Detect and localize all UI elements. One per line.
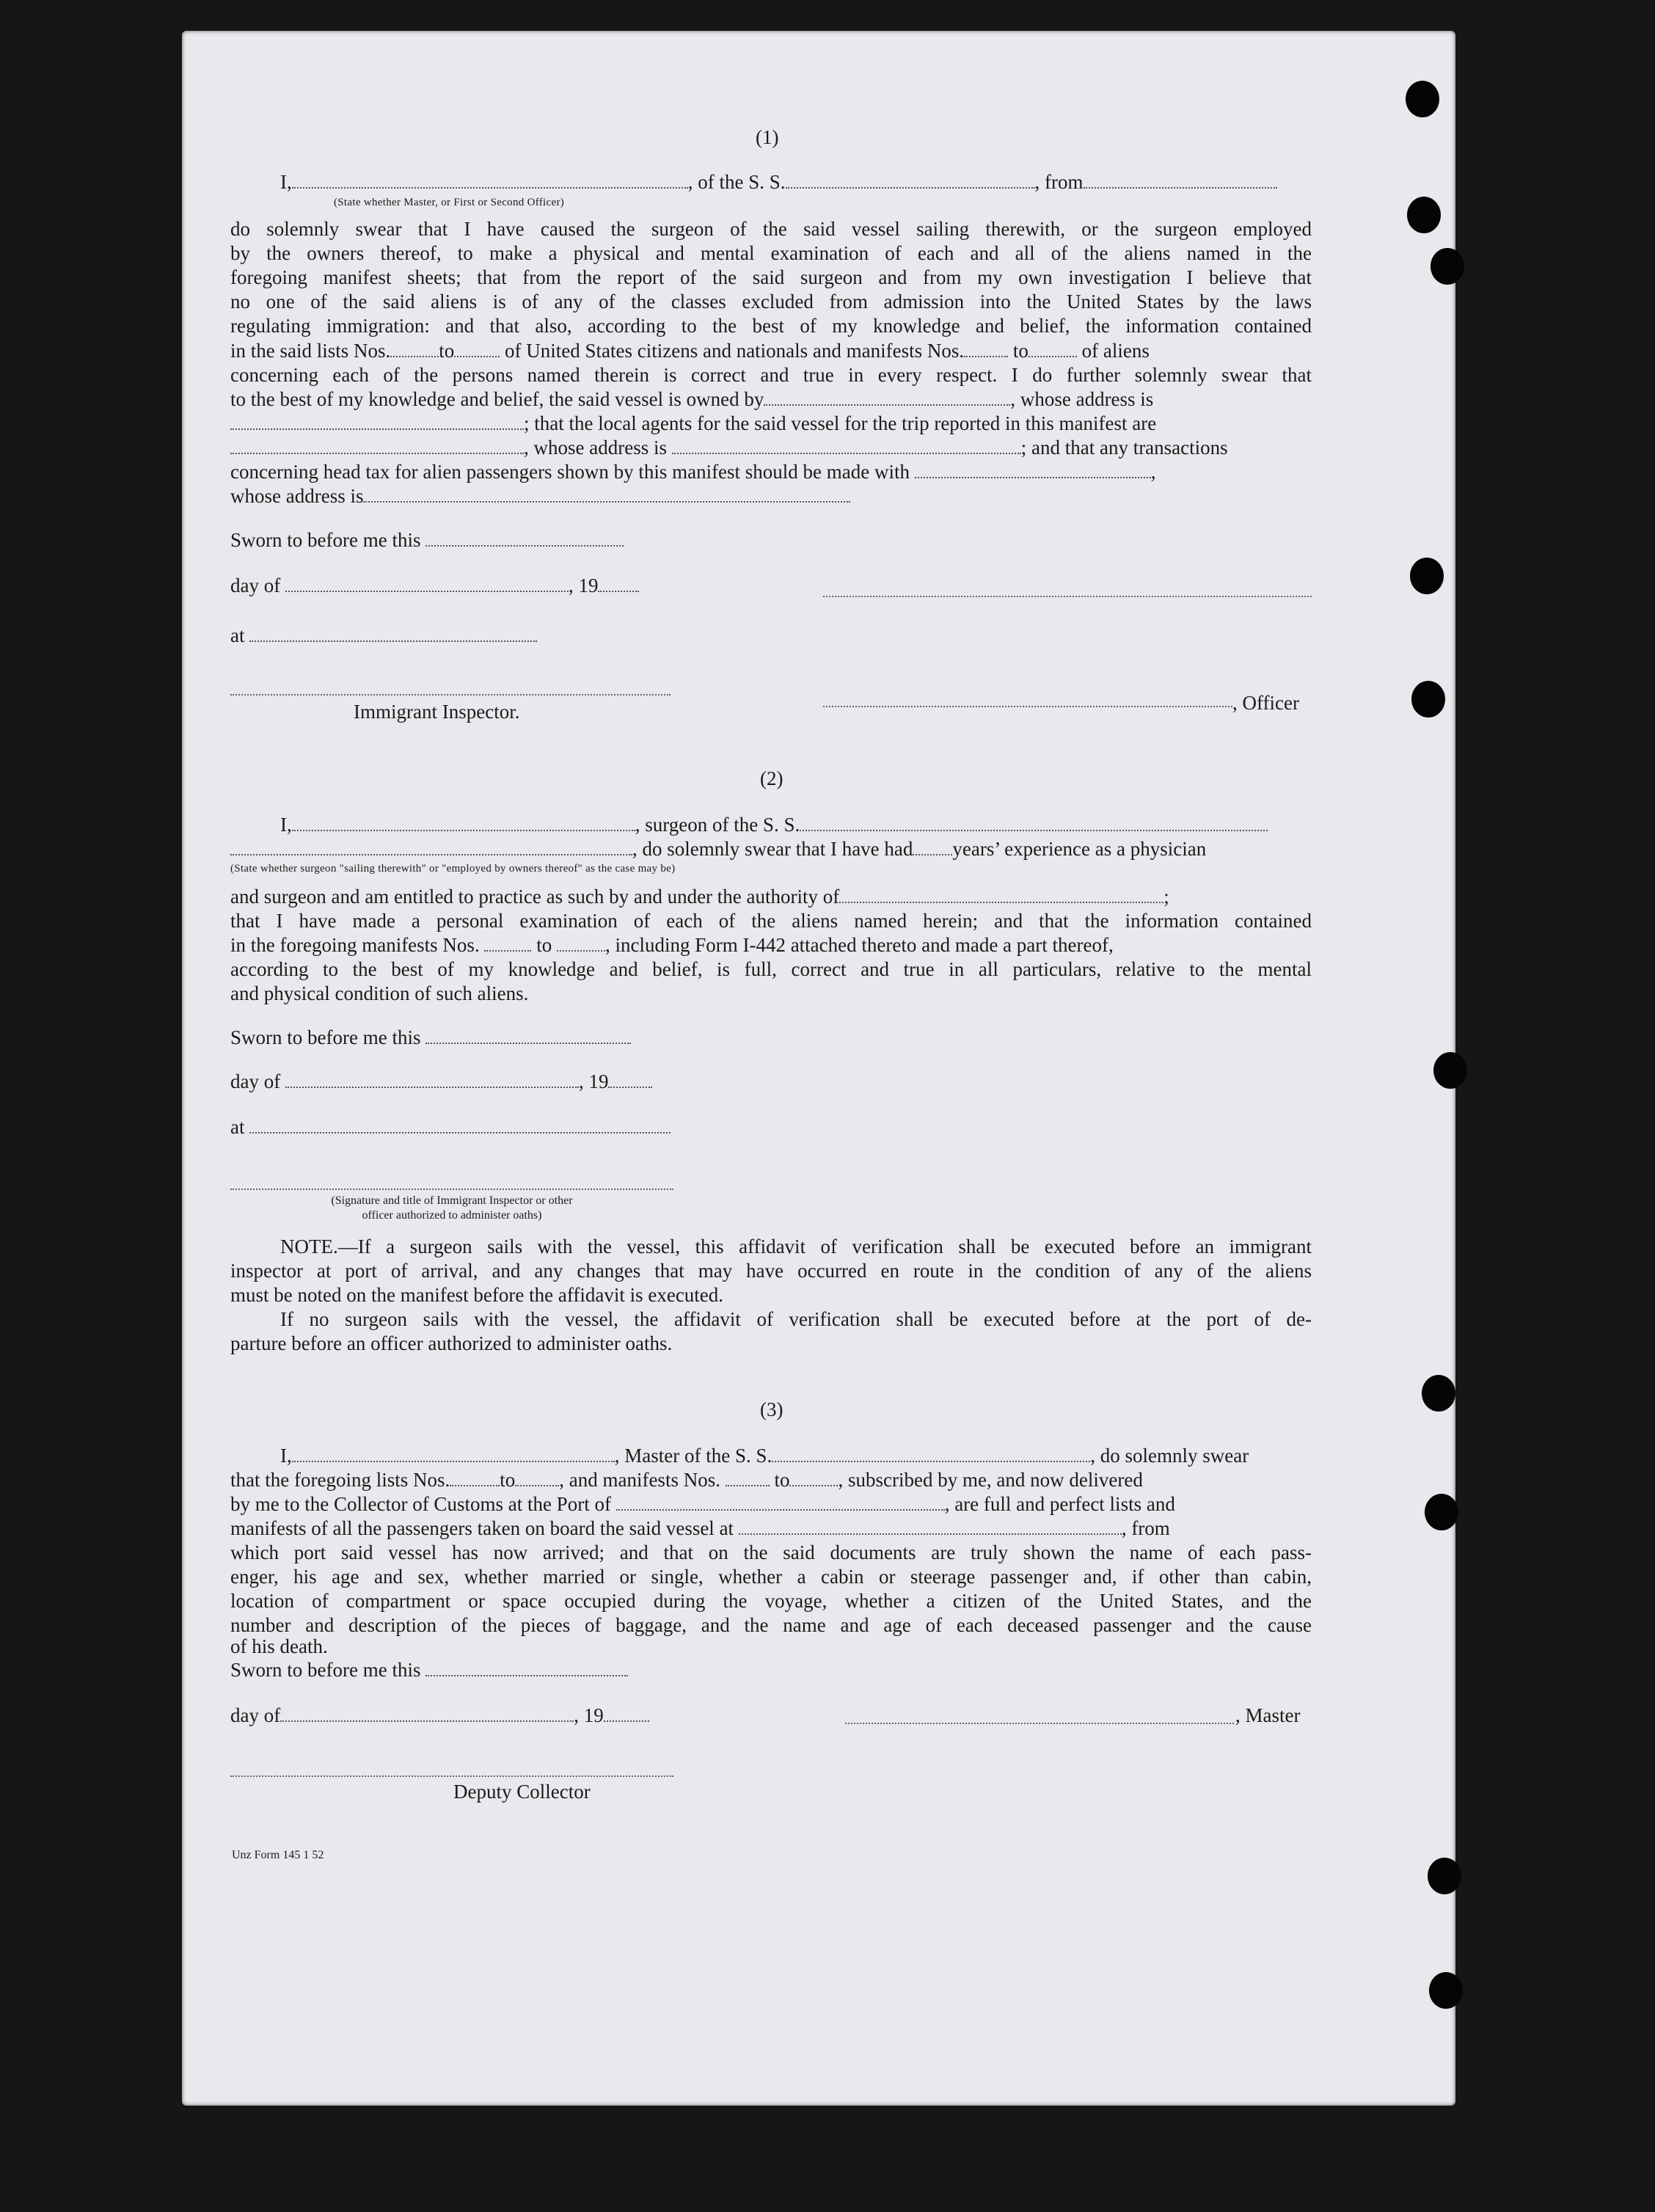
years-experience-field[interactable] (913, 838, 952, 855)
s3-manifests-from-field[interactable] (726, 1469, 770, 1486)
officer-signature-line[interactable] (823, 706, 1232, 707)
title-field[interactable] (292, 171, 688, 189)
s2-line-2: , do solemnly swear that I have had years’ experience as a physician (230, 837, 1206, 861)
master-name-field[interactable] (292, 1445, 615, 1462)
s3-paragraph-line: location of compartment or space occupied during the voyage, whether a citizen of the United States, and the (230, 1590, 1312, 1612)
s2-line-5: in the foregoing manifests Nos. to , including Form I-442 attached thereto and made a part thereof, (230, 934, 1114, 956)
s2-sworn-line: Sworn to before me this (230, 1026, 631, 1050)
punch-hole (1431, 248, 1464, 285)
s3-lists-from-field[interactable] (450, 1469, 500, 1486)
section-3-number: (3) (760, 1398, 783, 1420)
deputy-signature-line[interactable] (230, 1775, 673, 1777)
note-line: NOTE.—If a surgeon sails with the vessel, this affidavit of verification shall be executed before an immigrant (280, 1235, 1312, 1258)
boarding-port-field[interactable] (739, 1517, 1122, 1535)
s2-signature-caption-1: (Signature and title of Immigrant Inspector or other (331, 1194, 573, 1207)
section-1-number: (1) (756, 126, 779, 148)
s1-day-line: day of , 19 (230, 574, 639, 598)
surgeon-name-field[interactable] (292, 814, 635, 831)
owner-field[interactable] (764, 388, 1010, 406)
s3-last-line: of his death. (230, 1635, 328, 1657)
s3-lists-to-field[interactable] (515, 1469, 559, 1486)
s3-manifests-to-field[interactable] (789, 1469, 838, 1486)
surgeon-type-field[interactable] (230, 838, 632, 855)
sworn-day-field[interactable] (425, 529, 624, 547)
sworn-month-field[interactable] (285, 574, 569, 592)
s1-line-10: ; that the local agents for the said vessel for the trip reported in this manifest are (230, 412, 1156, 436)
s1-sworn-line: Sworn to before me this (230, 528, 624, 552)
s2-day-line: day of , 19 (230, 1070, 652, 1094)
s1-paragraph-line: no one of the said aliens is of any of the classes excluded from admission into the United States by the laws (230, 291, 1312, 313)
s3-line-2: that the foregoing lists Nos. to , and manifests Nos. to , subscribed by me, and now delivered (230, 1469, 1143, 1491)
s2-at-line: at (230, 1115, 671, 1139)
lists-from-field[interactable] (390, 340, 439, 357)
s3-sworn-day-field[interactable] (425, 1659, 628, 1676)
punch-hole (1425, 1494, 1458, 1530)
s2-line-1: I, , surgeon of the S. S. (280, 813, 1268, 837)
lists-to-field[interactable] (454, 340, 500, 357)
s2-signature-caption-2: officer authorized to administer oaths) (362, 1209, 542, 1222)
s1-at-line: at (230, 624, 537, 648)
punch-hole (1429, 1972, 1463, 2009)
s3-line-4: manifests of all the passengers taken on board the said vessel at , from (230, 1517, 1170, 1539)
s1-line-11: , whose address is ; and that any transactions (230, 436, 1228, 460)
master-signature-line[interactable] (845, 1723, 1234, 1724)
port-field[interactable] (616, 1493, 945, 1511)
note-line: must be noted on the manifest before the affidavit is executed. (230, 1284, 724, 1306)
sworn-year-field[interactable] (598, 574, 639, 592)
s2-line-7: and physical condition of such aliens. (230, 982, 529, 1004)
inspector-signature-line[interactable] (230, 694, 671, 696)
s2-line-4: that I have made a personal examination of each of the aliens named herein; and that the information contained (230, 910, 1312, 932)
s1-line-8: concerning each of the persons named therein is correct and true in every respect. I do further solemnly swear that (230, 364, 1312, 386)
s3-line-1: I, , Master of the S. S. , do solemnly swear (280, 1445, 1249, 1467)
s2-sworn-month-field[interactable] (285, 1070, 579, 1088)
s3-sworn-month-field[interactable] (280, 1704, 574, 1722)
s3-sworn-line: Sworn to before me this (230, 1658, 628, 1682)
s1-line-13: whose address is (230, 484, 850, 508)
s1-line-1: I, , of the S. S. , from (280, 170, 1277, 194)
s3-paragraph-line: which port said vessel has now arrived; and that on the said documents are truly shown the name of each pass- (230, 1541, 1312, 1563)
s2-line-3: and surgeon and am entitled to practice as such by and under the authority of ; (230, 886, 1169, 908)
form-number: Unz Form 145 1 52 (232, 1849, 324, 1861)
s1-line-12: concerning head tax for alien passengers shown by this manifest should be made with , (230, 461, 1156, 483)
s3-vessel-field[interactable] (772, 1445, 1090, 1462)
authority-field[interactable] (839, 886, 1163, 903)
s1-paragraph-line: by the owners thereof, to make a physical and mental examination of each and all of the aliens named in the (230, 242, 1312, 264)
punch-hole (1422, 1375, 1455, 1412)
note2-line: parture before an officer authorized to administer oaths. (230, 1332, 673, 1354)
s2-manifests-from-field[interactable] (484, 934, 531, 952)
punch-hole (1433, 1052, 1467, 1089)
punch-hole (1406, 81, 1439, 117)
head-tax-contact-field[interactable] (915, 461, 1151, 478)
agents-address-field[interactable] (672, 437, 1021, 454)
inspector-label: Immigrant Inspector. (354, 701, 520, 723)
vessel-name-field[interactable] (786, 171, 1035, 189)
s1-paragraph-line: foregoing manifest sheets; that from the report of the said surgeon and from my own investigation I believe that (230, 266, 1312, 288)
s1-paragraph-line: regulating immigration: and that also, according to the best of my knowledge and belief, the information contained (230, 315, 1312, 337)
s2-sworn-place-field[interactable] (249, 1116, 671, 1134)
local-agents-field[interactable] (230, 437, 524, 454)
s2-manifests-to-field[interactable] (557, 934, 605, 952)
s3-paragraph-line: number and description of the pieces of baggage, and the name and age of each deceased passenger and the cause (230, 1614, 1312, 1636)
from-port-field[interactable] (1084, 171, 1277, 189)
s2-signature-line[interactable] (230, 1189, 673, 1190)
owner-address-field[interactable] (230, 412, 524, 430)
punch-hole (1428, 1858, 1461, 1894)
officer-label: , Officer (1232, 692, 1299, 714)
s2-caption: (State whether surgeon "sailing therewith" or "employed by owners thereof" as the case may be) (230, 863, 676, 875)
note2-line: If no surgeon sails with the vessel, the affidavit of verification shall be executed before at the port of de- (280, 1308, 1312, 1330)
s2-sworn-day-field[interactable] (425, 1026, 631, 1044)
punch-hole (1410, 558, 1444, 594)
note-line: inspector at port of arrival, and any changes that may have occurred en route in the condition of any of the aliens (230, 1260, 1312, 1282)
s2-vessel-field[interactable] (800, 814, 1268, 831)
manifests-from-field[interactable] (964, 340, 1008, 357)
s1-line-7: in the said lists Nos. to of United States citizens and nationals and manifests Nos. to of aliens (230, 340, 1150, 362)
s1-paragraph-line: do solemnly swear that I have caused the surgeon of the said vessel sailing therewith, or the surgeon employed (230, 218, 1312, 240)
s3-paragraph-line: enger, his age and sex, whether married or single, whether a cabin or steerage passenger and, if other than cabin, (230, 1566, 1312, 1588)
sworn-place-field[interactable] (249, 624, 537, 642)
punch-hole (1411, 681, 1445, 718)
section-2-number: (2) (760, 767, 783, 789)
deputy-collector-label: Deputy Collector (453, 1781, 591, 1803)
s3-line-3: by me to the Collector of Customs at the Port of , are full and perfect lists and (230, 1493, 1175, 1515)
punch-hole (1407, 197, 1441, 233)
s2-line-6: according to the best of my knowledge and belief, is full, correct and true in all particulars, relative to the mental (230, 958, 1312, 980)
manifests-to-field[interactable] (1029, 340, 1077, 357)
s1-line-9: to the best of my knowledge and belief, the said vessel is owned by , whose address is (230, 388, 1154, 410)
s1-caption: (State whether Master, or First or Second Officer) (334, 197, 565, 208)
s3-sworn-year-field[interactable] (604, 1704, 649, 1722)
s3-day-line: day of , 19 (230, 1704, 649, 1728)
contact-address-field[interactable] (363, 485, 850, 503)
signature-line[interactable] (823, 596, 1312, 597)
s2-sworn-year-field[interactable] (608, 1070, 652, 1088)
master-label: , Master (1235, 1704, 1301, 1726)
